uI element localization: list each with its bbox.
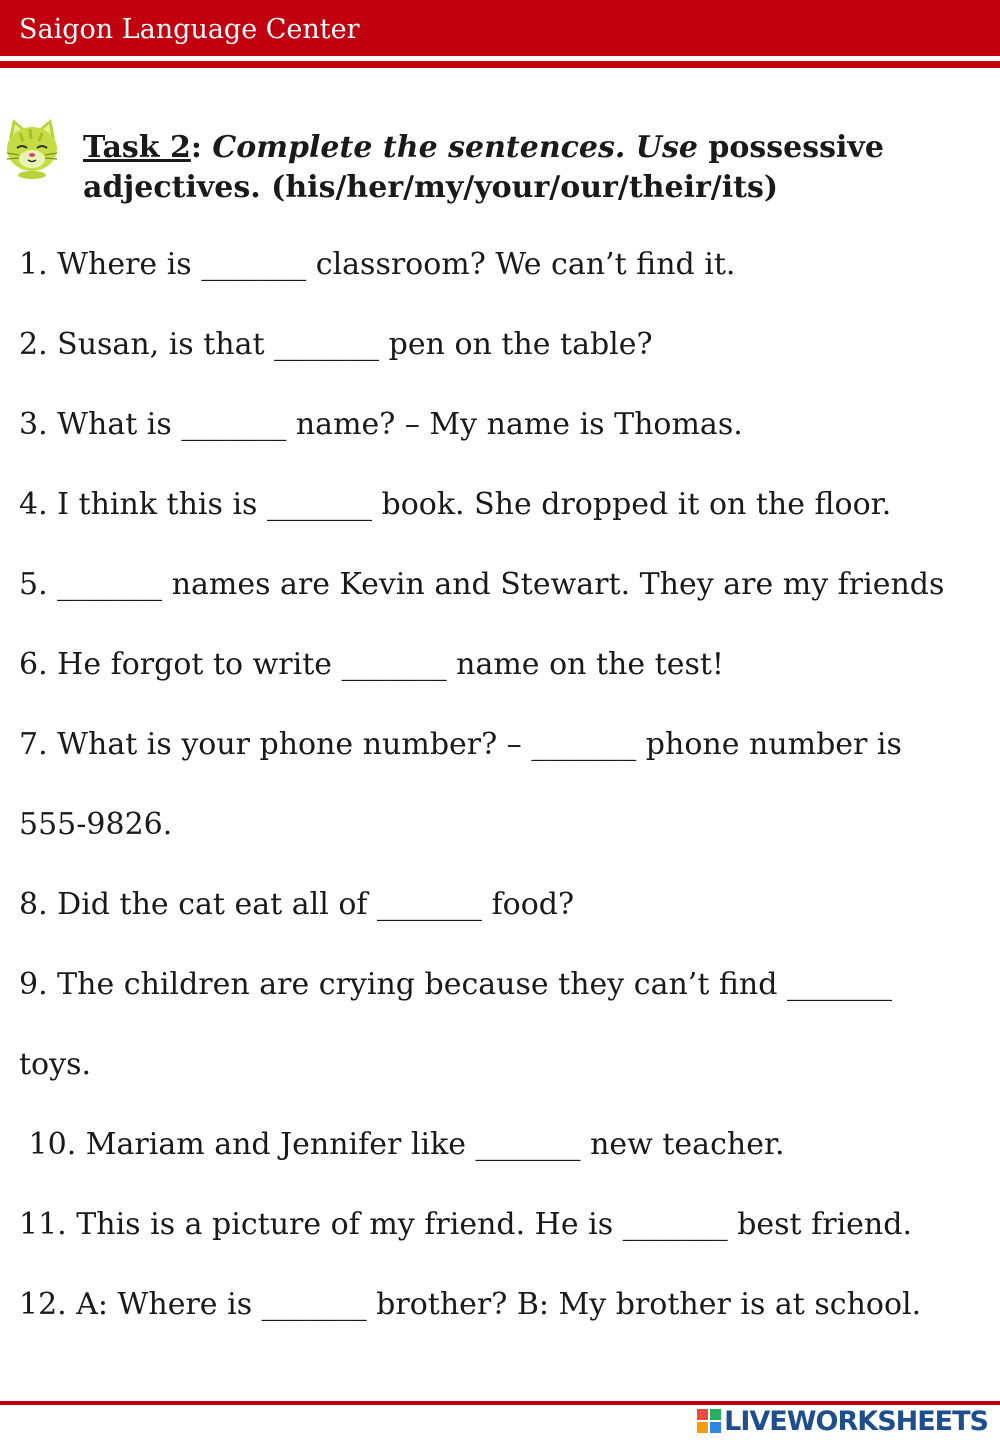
sentence-3: 3. What is _______ name? – My name is Thomas. <box>19 407 743 442</box>
task-heading <box>83 128 983 208</box>
sentence-4: 4. I think this is _______ book. She dropped it on the floor. <box>19 487 892 522</box>
sentence-7: 7. What is your phone number? – _______ phone number is <box>19 727 902 762</box>
footer-brand[interactable] <box>696 1405 988 1437</box>
task-instruction-bold: possessive adjectives. (his/her/my/your/our/their/its) <box>83 130 884 205</box>
sentence-8: 8. Did the cat eat all of _______ food? <box>19 887 575 922</box>
cat-icon <box>3 117 61 179</box>
header-divider <box>0 61 1000 68</box>
header-title: Saigon Language Center <box>19 14 360 45</box>
sentence-12: 12. A: Where is _______ brother? B: My brother is at school. <box>19 1287 922 1322</box>
task-colon: : <box>190 130 202 165</box>
footer-brand-text: LIVEWORKSHEETS <box>724 1405 988 1437</box>
task-label: Task 2 <box>83 130 191 165</box>
sentence-2: 2. Susan, is that _______ pen on the table? <box>19 327 653 362</box>
sentence-5: 5. _______ names are Kevin and Stewart. They are my friends <box>19 567 945 602</box>
sentence-7-continued: 555-9826. <box>19 807 173 842</box>
sentence-9: 9. The children are crying because they can’t find _______ <box>19 967 892 1002</box>
sentence-6: 6. He forgot to write _______ name on the test! <box>19 647 724 682</box>
sentence-9-continued: toys. <box>19 1047 91 1082</box>
task-instruction-italic: Complete the sentences. Use <box>212 130 698 165</box>
sentence-10: 10. Mariam and Jennifer like _______ new teacher. <box>19 1127 785 1162</box>
liveworksheets-logo-icon <box>696 1408 722 1434</box>
sentence-1: 1. Where is _______ classroom? We can’t find it. <box>19 247 736 282</box>
sentence-11: 11. This is a picture of my friend. He is _______ best friend. <box>19 1207 912 1242</box>
